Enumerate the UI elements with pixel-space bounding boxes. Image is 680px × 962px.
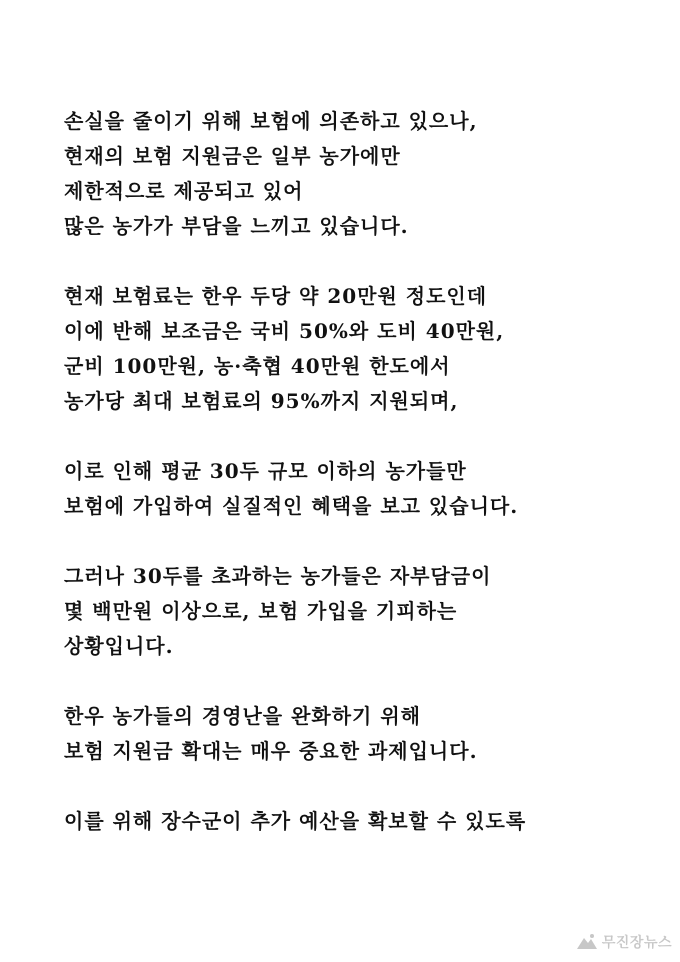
text-line: 상황입니다.	[64, 634, 174, 658]
paragraph	[64, 279, 664, 419]
text-line: 그러나 30두를 초과하는 농가들은 자부담금이	[64, 564, 492, 588]
text-line: 이로 인해 평균 30두 규모 이하의 농가들만	[64, 459, 467, 483]
paragraph-gap	[64, 524, 664, 559]
paragraph-gap	[64, 244, 664, 279]
text-line: 이를 위해 장수군이 추가 예산을 확보할 수 있도록	[64, 809, 527, 833]
text-line: 보험 지원금 확대는 매우 중요한 과제입니다.	[64, 739, 478, 763]
paragraph-gap	[64, 769, 664, 804]
text-line: 이에 반해 보조금은 국비 50%와 도비 40만원,	[64, 319, 505, 343]
document-body	[64, 104, 664, 839]
text-line: 현재의 보험 지원금은 일부 농가에만	[64, 144, 401, 168]
paragraph	[64, 104, 664, 244]
text-line: 손실을 줄이기 위해 보험에 의존하고 있으나,	[64, 109, 478, 133]
text-line: 한우 농가들의 경영난을 완화하기 위해	[64, 704, 421, 728]
text-line: 농가당 최대 보험료의 95%까지 지원되며,	[64, 389, 459, 413]
paragraph	[64, 559, 664, 664]
watermark	[576, 932, 672, 952]
paragraph	[64, 699, 664, 769]
paragraph	[64, 454, 664, 524]
text-line: 군비 100만원, 농·축협 40만원 한도에서	[64, 354, 451, 378]
watermark-text: 무진장뉴스	[601, 935, 672, 951]
text-line: 현재 보험료는 한우 두당 약 20만원 정도인데	[64, 284, 488, 308]
mountain-logo-icon	[576, 933, 598, 951]
text-line: 제한적으로 제공되고 있어	[64, 179, 304, 203]
paragraph-gap	[64, 419, 664, 454]
text-line: 많은 농가가 부담을 느끼고 있습니다.	[64, 214, 409, 238]
text-line: 몇 백만원 이상으로, 보험 가입을 기피하는	[64, 599, 458, 623]
text-line: 보험에 가입하여 실질적인 혜택을 보고 있습니다.	[64, 494, 519, 518]
paragraph	[64, 804, 664, 839]
paragraph-gap	[64, 664, 664, 699]
